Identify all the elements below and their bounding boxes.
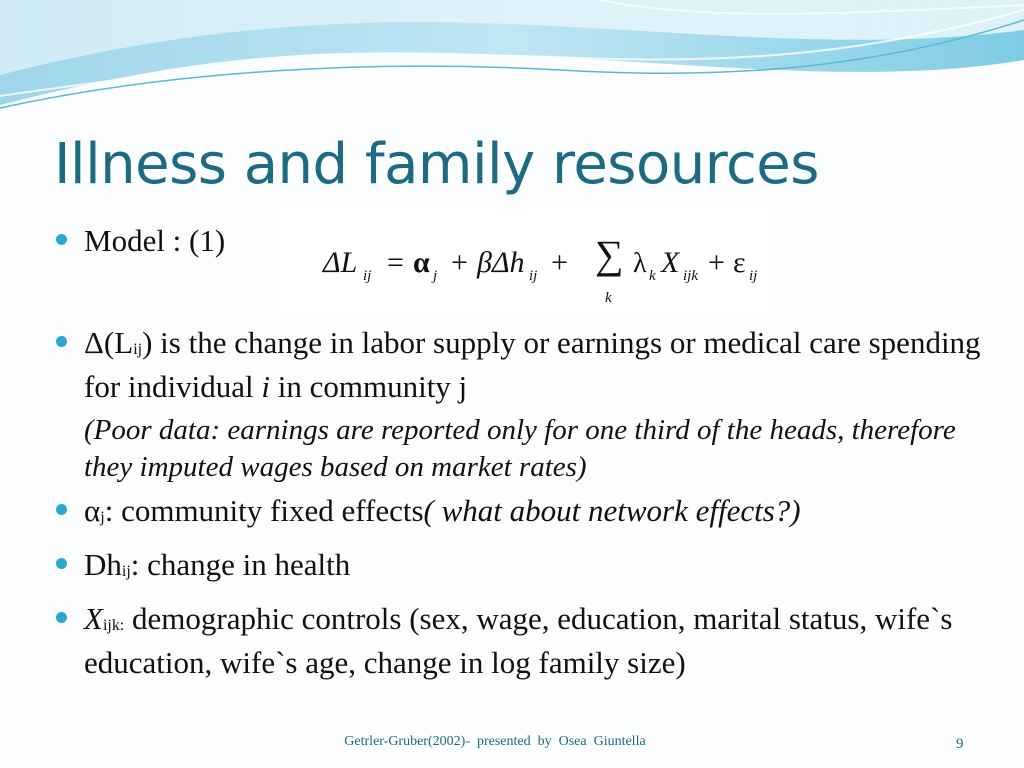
bullet-dot [56,336,67,347]
bullet-dot [56,558,67,569]
eq-eps-sub: ij [749,268,758,284]
eq-X-sub: ijk [683,268,698,284]
bullet-text: Model : (1) [84,223,226,258]
poor-data-note: (Poor data: earnings are reported only for one third of the heads, therefore they imputed wages based on market rates) [84,414,956,483]
eq-plus-3: + [708,246,725,279]
eq-X: X [661,246,680,279]
bullet-alpha: αj: community fixed effects( what about network effects?) [56,492,986,536]
eq-equals: = [387,246,404,279]
bullet-dot [56,234,67,245]
eq-sum: ∑ [595,232,624,277]
eq-lambda: λ [633,248,647,279]
footer-citation: Getrler-Gruber(2002)- presented by Osea Giuntella [344,734,646,749]
bullet-dot [56,504,67,515]
bullet-X: Xijk: demographic controls (sex, wage, education, marital status, wife`s education, wife`s age, change in log family size) [56,600,986,682]
bullet-list [56,222,986,682]
page-number: 9 [956,736,964,752]
eq-L-sub: ij [363,268,372,284]
eq-sum-sub: k [605,290,612,306]
eq-alpha: α [413,246,430,279]
eq-plus-1: + [451,246,468,279]
eq-alpha-sub: j [433,268,438,284]
eq-lambda-sub: k [649,268,656,284]
eq-beta-term: βΔh [477,246,525,279]
bullet-dh: Dhij: change in health [56,546,986,590]
bullet-model [56,222,986,324]
slide-title: Illness and family resources [54,132,819,197]
bullet-dot [56,612,67,623]
bullet-delta-L: Δ(Lij) is the change in labor supply or earnings or medical care spending for individual i in community j [56,324,986,406]
header-wave-decoration [0,0,1024,120]
eq-h-sub: ij [529,268,538,284]
eq-plus-2: + [551,246,568,279]
eq-eps: ε [733,246,746,279]
eq-delta-L: ΔL [323,246,358,279]
